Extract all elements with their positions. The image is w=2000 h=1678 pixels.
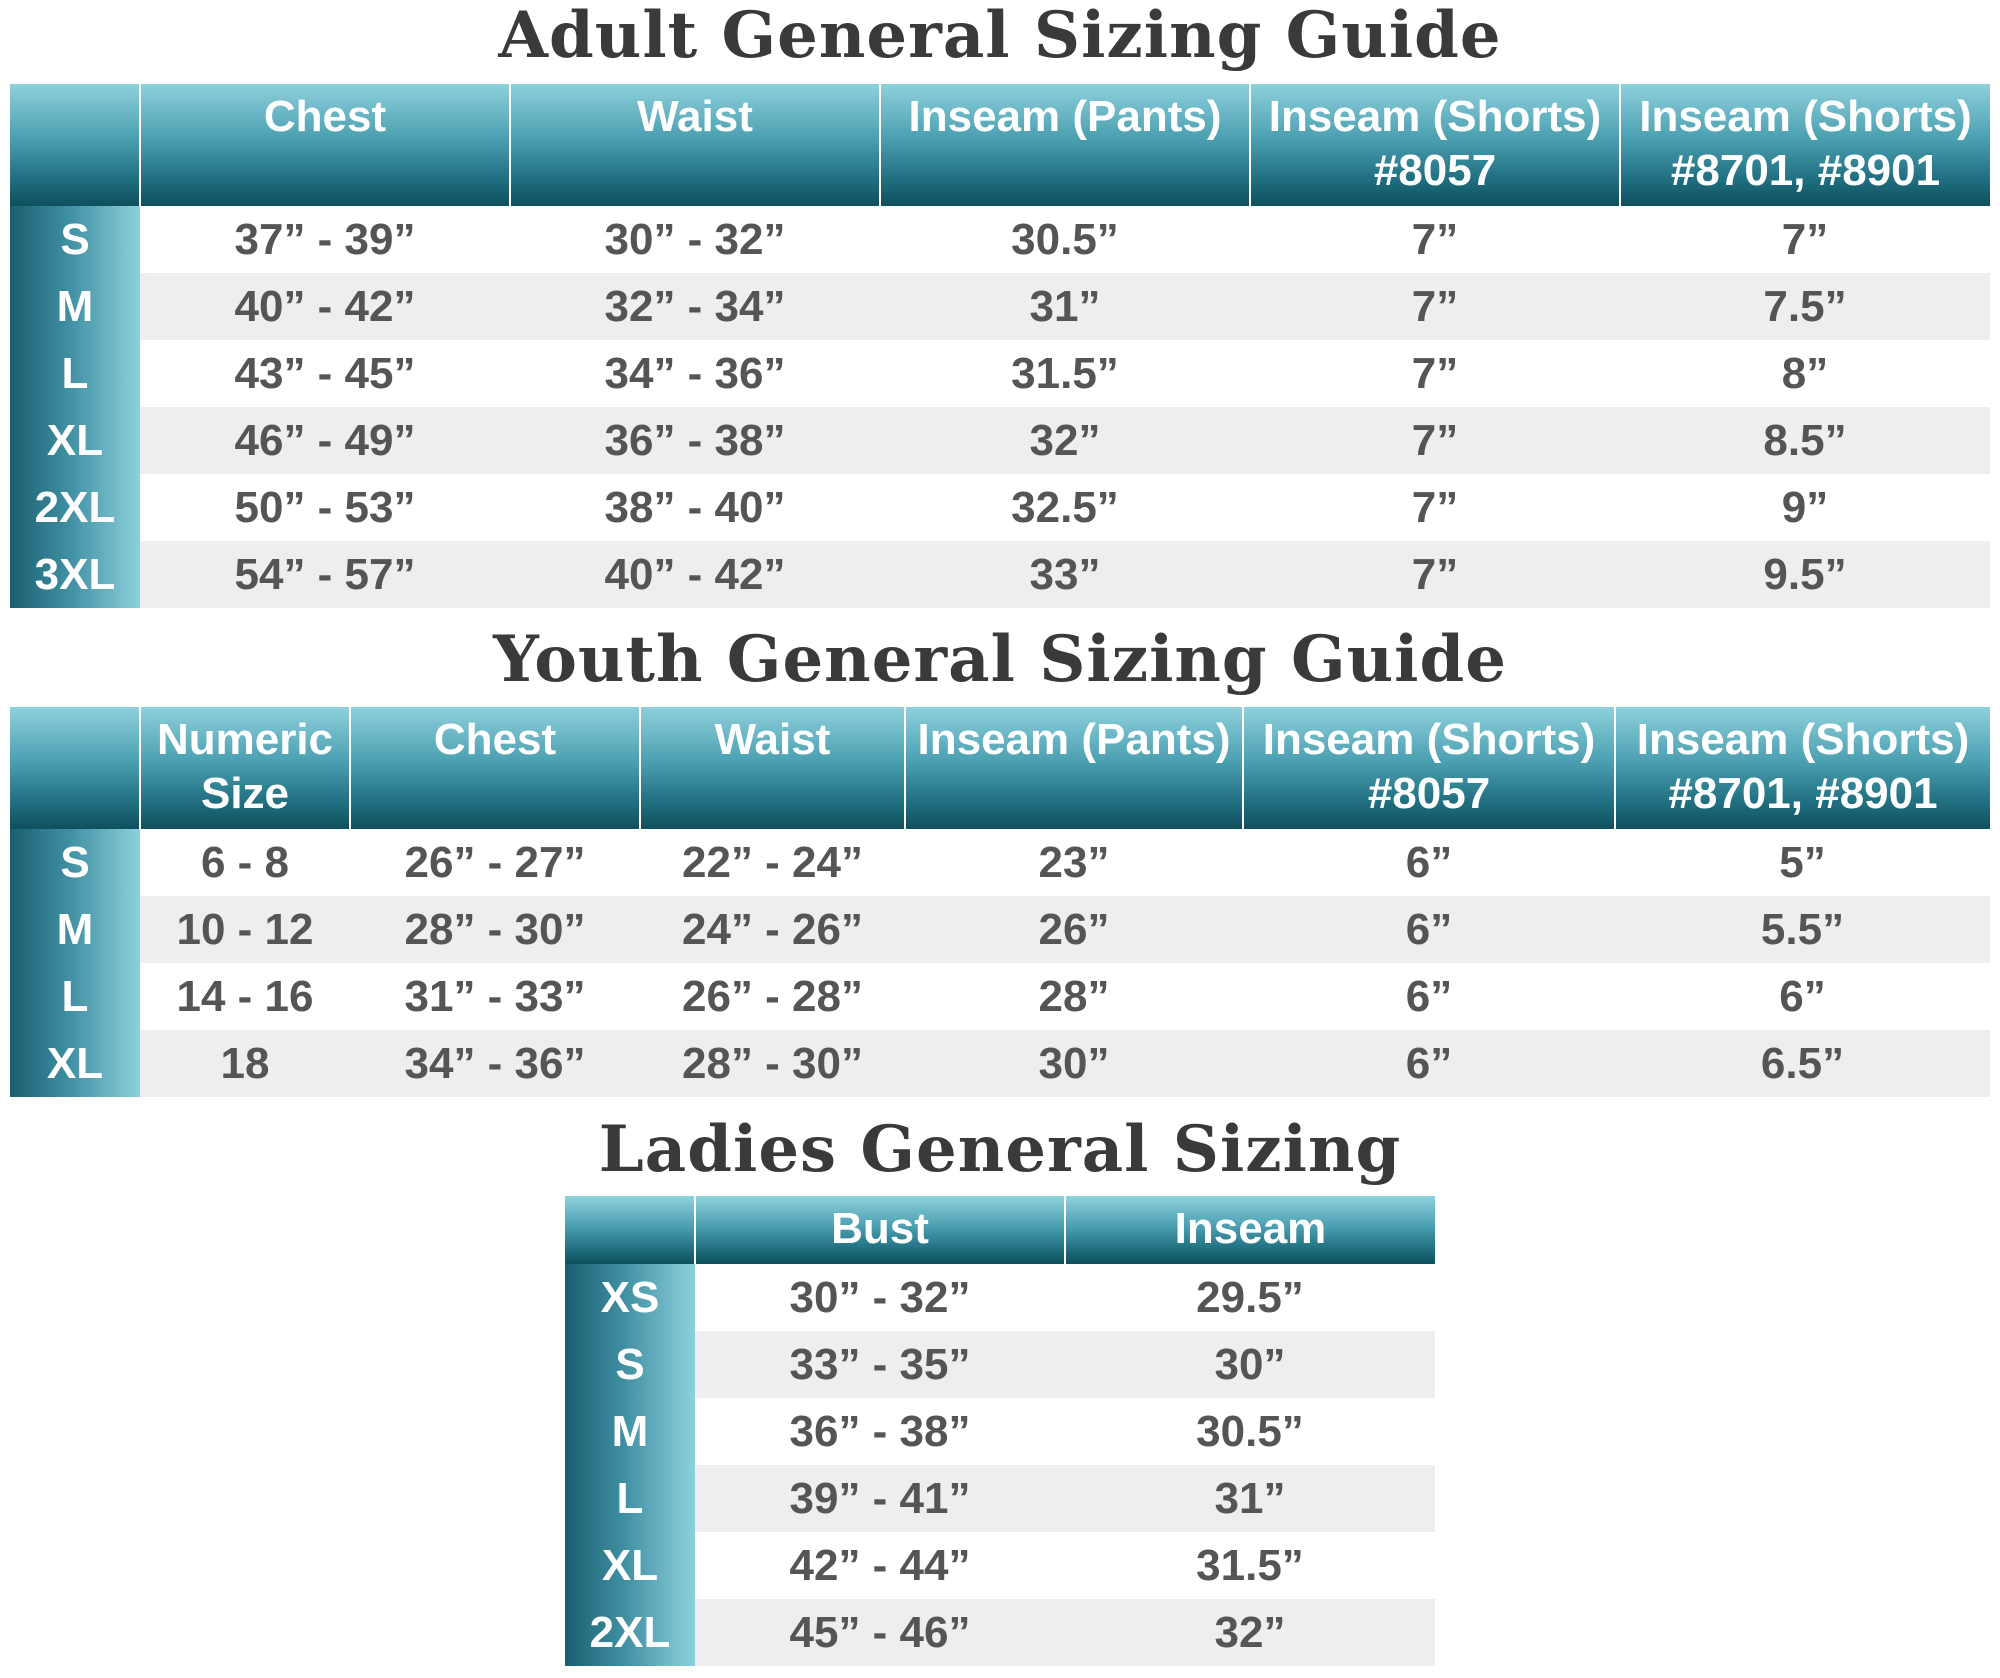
ladies-sizing-table <box>565 1196 1435 1666</box>
size-label: S <box>10 206 140 273</box>
measurement-cell: 36” - 38” <box>789 1406 971 1456</box>
measurement-cell: 28” <box>1038 971 1110 1021</box>
size-label: 2XL <box>10 474 140 541</box>
measurement-cell: 7.5” <box>1620 273 1990 340</box>
measurement-cell: 29.5” <box>1196 1272 1304 1322</box>
adult-column-header <box>10 84 140 206</box>
measurement-cell: 6.5” <box>1615 1030 1990 1097</box>
measurement-cell: 7” <box>1250 541 1620 608</box>
table-row <box>565 1264 1435 1331</box>
measurement-cell: 26” <box>905 896 1243 963</box>
measurement-cell: 31.5” <box>1196 1540 1304 1590</box>
measurement-cell: 7” <box>1250 407 1620 474</box>
table-row <box>10 896 1990 963</box>
size-label: 3XL <box>10 541 140 608</box>
table-row <box>565 1331 1435 1398</box>
measurement-cell: 36” - 38” <box>510 407 880 474</box>
measurement-cell: 6” <box>1779 971 1826 1021</box>
table-row <box>10 963 1990 1030</box>
measurement-cell: 7” <box>1411 482 1459 532</box>
measurement-cell: 32” - 34” <box>510 273 880 340</box>
youth-column-header <box>10 707 140 829</box>
measurement-cell: 6 - 8 <box>200 837 290 887</box>
measurement-cell: 31.5” <box>1011 348 1119 398</box>
measurement-cell: 33” - 35” <box>695 1331 1065 1398</box>
size-label: L <box>10 963 140 1030</box>
measurement-cell: 40” - 42” <box>140 273 510 340</box>
measurement-cell: 30.5” <box>1196 1406 1304 1456</box>
size-label: L <box>565 1465 695 1532</box>
measurement-cell: 7” <box>1781 214 1829 264</box>
measurement-cell: 42” - 44” <box>789 1540 971 1590</box>
measurement-cell: 39” - 41” <box>695 1465 1065 1532</box>
youth-title: Youth General Sizing Guide <box>493 622 1507 697</box>
ladies-body <box>565 1264 1435 1666</box>
measurement-cell: 30” <box>905 1030 1243 1097</box>
measurement-cell: 23” <box>1038 837 1110 887</box>
size-label: L <box>10 340 140 407</box>
youth-sizing-table <box>10 707 1990 1097</box>
table-row <box>10 541 1990 608</box>
measurement-cell: 8.5” <box>1620 407 1990 474</box>
measurement-cell: 32” <box>1065 1599 1435 1666</box>
measurement-cell: 22” - 24” <box>682 837 863 887</box>
ladies-header-row <box>565 1196 1435 1264</box>
table-row <box>10 1030 1990 1097</box>
size-label: XL <box>565 1532 695 1599</box>
size-label: S <box>565 1331 695 1398</box>
measurement-cell: 26” - 28” <box>682 971 863 1021</box>
measurement-cell: 31” - 33” <box>404 971 586 1021</box>
measurement-cell: 5.5” <box>1615 896 1990 963</box>
measurement-cell: 34” - 36” <box>604 348 786 398</box>
ladies-column-header <box>565 1196 695 1264</box>
youth-column-header: Chest <box>350 707 640 829</box>
adult-header-row <box>10 84 1990 206</box>
adult-column-header: Inseam (Pants) <box>880 84 1250 206</box>
size-label: S <box>10 829 140 896</box>
table-row <box>565 1532 1435 1599</box>
youth-header-row <box>10 707 1990 829</box>
youth-column-header: Waist <box>640 707 905 829</box>
ladies-header <box>565 1196 1435 1264</box>
youth-column-header: Numeric Size <box>140 707 350 829</box>
table-row <box>10 340 1990 407</box>
measurement-cell: 6” <box>1405 837 1453 887</box>
measurement-cell: 54” - 57” <box>140 541 510 608</box>
measurement-cell: 31” <box>1065 1465 1435 1532</box>
measurement-cell: 46” - 49” <box>140 407 510 474</box>
measurement-cell: 8” <box>1781 348 1829 398</box>
measurement-cell: 7” <box>1411 348 1459 398</box>
measurement-cell: 30.5” <box>1011 214 1119 264</box>
measurement-cell: 28” - 30” <box>350 896 640 963</box>
measurement-cell: 32” <box>880 407 1250 474</box>
measurement-cell: 18 <box>140 1030 350 1097</box>
measurement-cell: 9.5” <box>1620 541 1990 608</box>
ladies-title: Ladies General Sizing <box>598 1112 1402 1187</box>
size-label: XS <box>565 1264 695 1331</box>
measurement-cell: 6” <box>1243 896 1615 963</box>
measurement-cell: 6” <box>1405 971 1453 1021</box>
size-label: XL <box>10 407 140 474</box>
measurement-cell: 30” - 32” <box>789 1272 971 1322</box>
youth-body <box>10 829 1990 1097</box>
measurement-cell: 45” - 46” <box>695 1599 1065 1666</box>
size-label: M <box>565 1398 695 1465</box>
measurement-cell: 50” - 53” <box>234 482 416 532</box>
table-row <box>10 206 1990 273</box>
adult-title: Adult General Sizing Guide <box>498 0 1502 73</box>
adult-column-header: Waist <box>510 84 880 206</box>
measurement-cell: 43” - 45” <box>234 348 416 398</box>
measurement-cell: 37” - 39” <box>234 214 416 264</box>
table-row <box>10 829 1990 896</box>
table-row <box>565 1599 1435 1666</box>
measurement-cell: 30” <box>1065 1331 1435 1398</box>
measurement-cell: 7” <box>1411 214 1459 264</box>
adult-column-header: Inseam (Shorts) #8057 <box>1250 84 1620 206</box>
table-row <box>10 273 1990 340</box>
table-row <box>10 474 1990 541</box>
measurement-cell: 32.5” <box>1011 482 1119 532</box>
measurement-cell: 33” <box>880 541 1250 608</box>
table-row <box>10 407 1990 474</box>
table-row <box>565 1465 1435 1532</box>
adult-column-header: Chest <box>140 84 510 206</box>
table-row <box>565 1398 1435 1465</box>
measurement-cell: 31” <box>880 273 1250 340</box>
size-label: M <box>10 896 140 963</box>
size-label: M <box>10 273 140 340</box>
adult-header <box>10 84 1990 206</box>
measurement-cell: 34” - 36” <box>350 1030 640 1097</box>
measurement-cell: 14 - 16 <box>176 971 314 1021</box>
measurement-cell: 30” - 32” <box>604 214 786 264</box>
size-label: 2XL <box>565 1599 695 1666</box>
measurement-cell: 38” - 40” <box>604 482 786 532</box>
adult-column-header: Inseam (Shorts) #8701, #8901 <box>1620 84 1990 206</box>
measurement-cell: 6” <box>1243 1030 1615 1097</box>
ladies-column-header: Inseam <box>1065 1196 1435 1264</box>
youth-column-header: Inseam (Shorts) #8057 <box>1243 707 1615 829</box>
ladies-column-header: Bust <box>695 1196 1065 1264</box>
youth-column-header: Inseam (Pants) <box>905 707 1243 829</box>
measurement-cell: 5” <box>1779 837 1826 887</box>
measurement-cell: 7” <box>1250 273 1620 340</box>
adult-sizing-table <box>10 84 1990 608</box>
adult-body <box>10 206 1990 608</box>
measurement-cell: 28” - 30” <box>640 1030 905 1097</box>
youth-column-header: Inseam (Shorts) #8701, #8901 <box>1615 707 1990 829</box>
measurement-cell: 10 - 12 <box>140 896 350 963</box>
youth-header <box>10 707 1990 829</box>
size-label: XL <box>10 1030 140 1097</box>
measurement-cell: 9” <box>1781 482 1829 532</box>
measurement-cell: 40” - 42” <box>510 541 880 608</box>
measurement-cell: 24” - 26” <box>640 896 905 963</box>
measurement-cell: 26” - 27” <box>404 837 586 887</box>
